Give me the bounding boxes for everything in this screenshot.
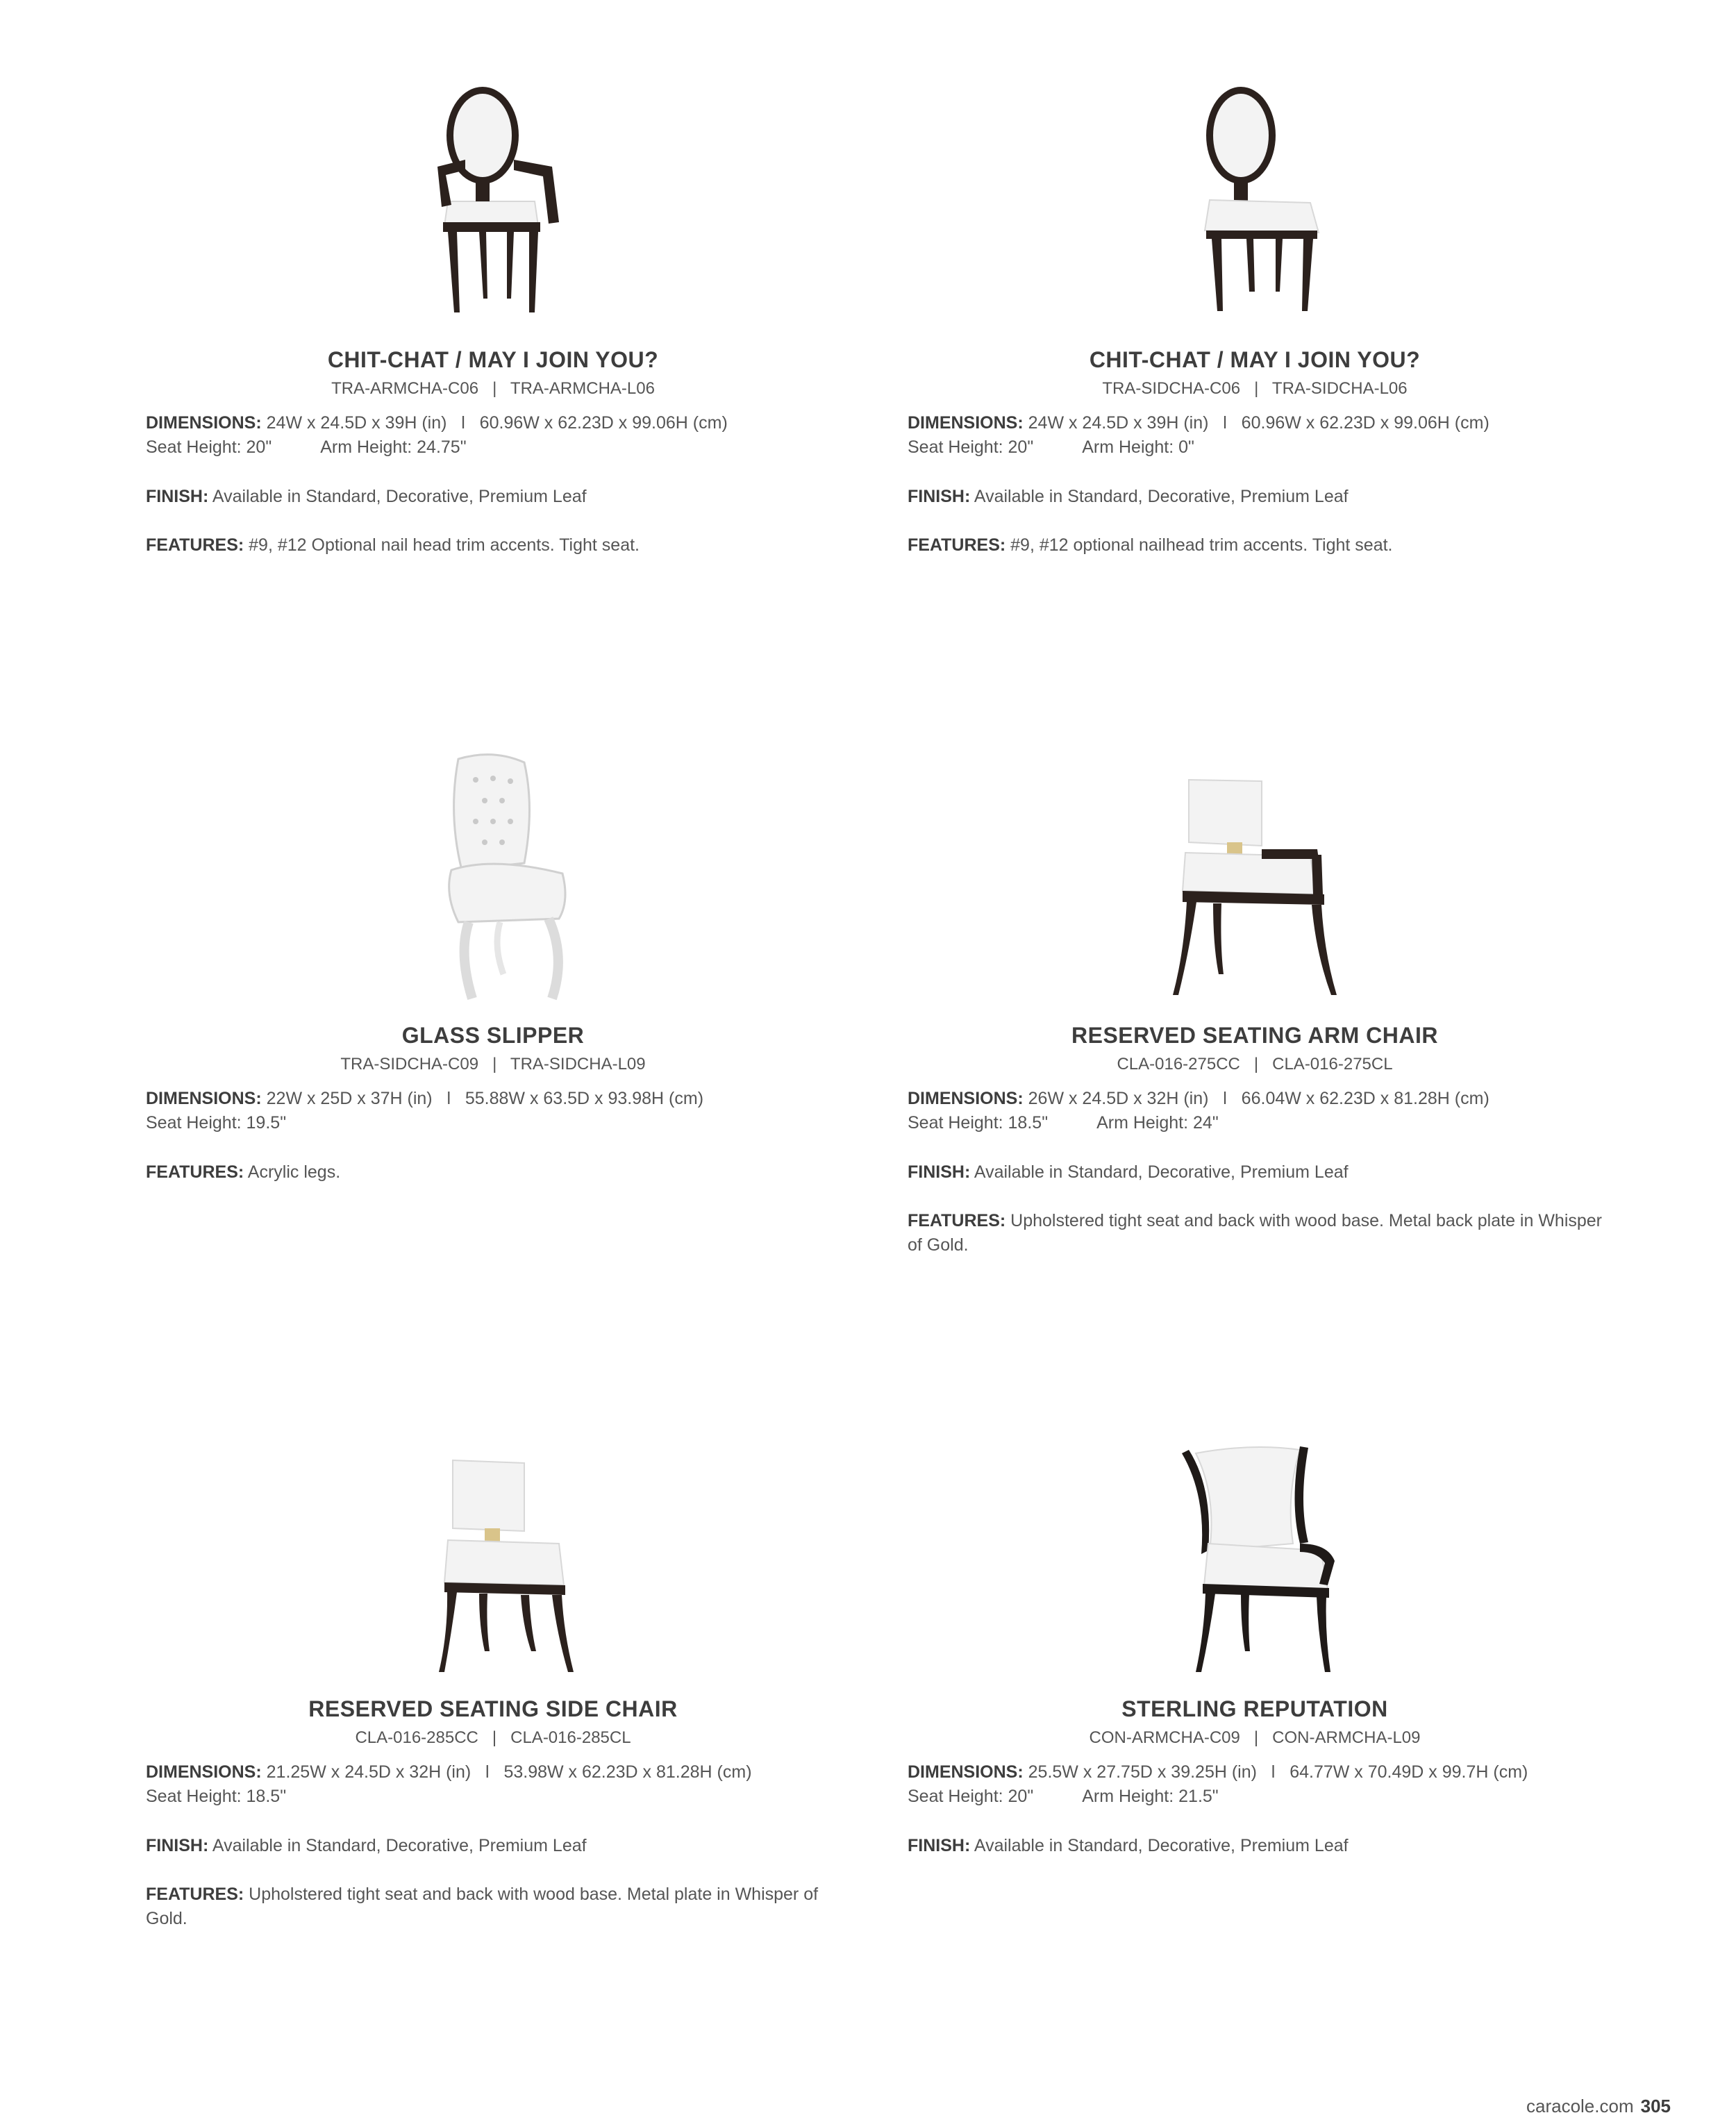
page-number: 305 <box>1640 2096 1671 2116</box>
sku-line <box>146 1055 840 1074</box>
product-title: CHIT-CHAT / MAY I JOIN YOU? <box>1089 347 1421 372</box>
sku-secondary: TRA-SIDCHA-L09 <box>510 1055 646 1073</box>
product-image <box>908 1426 1602 1676</box>
features-block <box>146 1882 840 1931</box>
finish-block <box>146 1834 840 1858</box>
oval-back-side-chair-icon <box>1171 83 1338 326</box>
product-title: STERLING REPUTATION <box>1121 1696 1388 1721</box>
dimensions-block <box>146 1087 840 1135</box>
oval-back-arm-chair-icon <box>410 83 576 326</box>
finish-block <box>908 485 1602 509</box>
sku-line <box>146 379 840 399</box>
dimensions-block <box>908 411 1602 460</box>
product-card <box>146 76 840 583</box>
dimensions-label: DIMENSIONS: <box>146 1762 262 1782</box>
product-image <box>146 752 840 1002</box>
product-image <box>146 1426 840 1676</box>
product-card <box>146 1426 840 1953</box>
dimensions-block <box>908 1087 1602 1135</box>
features-block <box>908 1209 1602 1258</box>
dimensions-value: 21.25W x 24.5D x 32H (in) l 53.98W x 62.23D x 81.28H (cm) <box>266 1762 752 1782</box>
seat-height: Seat Height: 18.5" <box>908 1113 1049 1133</box>
sling-arm-chair-icon <box>1161 1439 1349 1676</box>
website-link[interactable]: caracole.com <box>1526 2096 1634 2116</box>
product-card <box>908 76 1602 583</box>
dimensions-label: DIMENSIONS: <box>908 1762 1024 1782</box>
dimensions-label: DIMENSIONS: <box>908 1089 1024 1108</box>
features-label: FEATURES: <box>146 1885 244 1904</box>
sku-secondary: TRA-ARMCHA-L06 <box>510 379 655 398</box>
features-label: FEATURES: <box>908 535 1006 555</box>
product-title: RESERVED SEATING SIDE CHAIR <box>308 1696 678 1721</box>
dimensions-value: 26W x 24.5D x 32H (in) l 66.04W x 62.23D x 81.28H (cm) <box>1028 1089 1489 1108</box>
finish-label: FINISH: <box>908 1836 971 1855</box>
sku-separator: | <box>492 1055 497 1073</box>
finish-block <box>146 485 840 509</box>
dimensions-label: DIMENSIONS: <box>146 1089 262 1108</box>
features-value: #9, #12 Optional nail head trim accents. Tight seat. <box>249 535 640 555</box>
features-label: FEATURES: <box>146 535 244 555</box>
finish-label: FINISH: <box>146 1836 209 1855</box>
sku-line <box>146 1728 840 1748</box>
finish-block <box>908 1834 1602 1858</box>
features-block <box>908 533 1602 558</box>
arm-height: Arm Height: 24.75" <box>320 437 467 457</box>
sku-secondary: CLA-016-285CL <box>510 1728 631 1747</box>
dimensions-label: DIMENSIONS: <box>908 413 1024 433</box>
square-back-arm-chair-icon <box>1158 773 1352 1002</box>
sku-line <box>908 1055 1602 1074</box>
square-back-side-chair-icon <box>410 1453 576 1676</box>
features-block <box>146 1160 840 1185</box>
sku-secondary: CON-ARMCHA-L09 <box>1272 1728 1421 1747</box>
seat-height: Seat Height: 20" <box>146 437 272 457</box>
sku-line <box>908 379 1602 399</box>
finish-value: Available in Standard, Decorative, Premium Leaf <box>974 1162 1349 1182</box>
product-title: CHIT-CHAT / MAY I JOIN YOU? <box>327 347 659 372</box>
dimensions-value: 24W x 24.5D x 39H (in) l 60.96W x 62.23D x 99.06H (cm) <box>266 413 728 433</box>
dimensions-value: 22W x 25D x 37H (in) l 55.88W x 63.5D x 93.98H (cm) <box>266 1089 704 1108</box>
finish-label: FINISH: <box>146 487 209 506</box>
sku-primary: CON-ARMCHA-C09 <box>1089 1728 1240 1747</box>
sku-separator: | <box>492 1728 497 1747</box>
dimensions-value: 25.5W x 27.75D x 39.25H (in) l 64.77W x 70.49D x 99.7H (cm) <box>1028 1762 1528 1782</box>
finish-block <box>908 1160 1602 1185</box>
sku-primary: TRA-SIDCHA-C06 <box>1102 379 1241 398</box>
finish-value: Available in Standard, Decorative, Premium Leaf <box>974 1836 1349 1855</box>
product-card <box>908 1426 1602 1912</box>
sku-primary: CLA-016-275CC <box>1117 1055 1240 1073</box>
sku-secondary: TRA-SIDCHA-L06 <box>1271 379 1408 398</box>
features-value: #9, #12 optional nailhead trim accents. Tight seat. <box>1010 535 1393 555</box>
dimensions-block <box>146 411 840 460</box>
features-label: FEATURES: <box>908 1211 1006 1230</box>
product-image <box>908 752 1602 1002</box>
seat-height: Seat Height: 18.5" <box>146 1787 287 1806</box>
arm-height: Arm Height: 24" <box>1096 1113 1219 1133</box>
product-title: GLASS SLIPPER <box>401 1023 585 1048</box>
product-image <box>146 76 840 326</box>
features-label: FEATURES: <box>146 1162 244 1182</box>
features-value: Upholstered tight seat and back with wood base. Metal plate in Whisper of Gold. <box>146 1885 819 1928</box>
product-title: RESERVED SEATING ARM CHAIR <box>1071 1023 1438 1048</box>
dimensions-block <box>908 1760 1602 1809</box>
seat-height: Seat Height: 20" <box>908 437 1034 457</box>
sku-separator: | <box>1254 379 1259 398</box>
seat-height: Seat Height: 19.5" <box>146 1113 287 1133</box>
arm-height: Arm Height: 0" <box>1082 437 1194 457</box>
arm-height: Arm Height: 21.5" <box>1082 1787 1219 1806</box>
finish-value: Available in Standard, Decorative, Premium Leaf <box>212 487 587 506</box>
sku-separator: | <box>492 379 497 398</box>
sku-primary: TRA-SIDCHA-C09 <box>340 1055 479 1073</box>
finish-value: Available in Standard, Decorative, Premium Leaf <box>974 487 1349 506</box>
dimensions-value: 24W x 24.5D x 39H (in) l 60.96W x 62.23D x 99.06H (cm) <box>1028 413 1489 433</box>
product-card <box>908 752 1602 1280</box>
sku-secondary: CLA-016-275CL <box>1272 1055 1393 1073</box>
product-image <box>908 76 1602 326</box>
sku-separator: | <box>1253 1055 1259 1073</box>
finish-value: Available in Standard, Decorative, Premium Leaf <box>212 1836 587 1855</box>
dimensions-label: DIMENSIONS: <box>146 413 262 433</box>
sku-separator: | <box>1253 1728 1259 1747</box>
features-block <box>146 533 840 558</box>
features-value: Upholstered tight seat and back with wood base. Metal back plate in Whisper of Gold. <box>908 1211 1603 1255</box>
tufted-side-chair-icon <box>403 752 583 1002</box>
finish-label: FINISH: <box>908 1162 971 1182</box>
dimensions-block <box>146 1760 840 1809</box>
sku-primary: CLA-016-285CC <box>355 1728 478 1747</box>
page-footer <box>1526 2096 1671 2117</box>
product-card <box>146 752 840 1238</box>
sku-primary: TRA-ARMCHA-C06 <box>331 379 479 398</box>
sku-line <box>908 1728 1602 1748</box>
finish-label: FINISH: <box>908 487 971 506</box>
seat-height: Seat Height: 20" <box>908 1787 1034 1806</box>
features-value: Acrylic legs. <box>247 1162 341 1182</box>
